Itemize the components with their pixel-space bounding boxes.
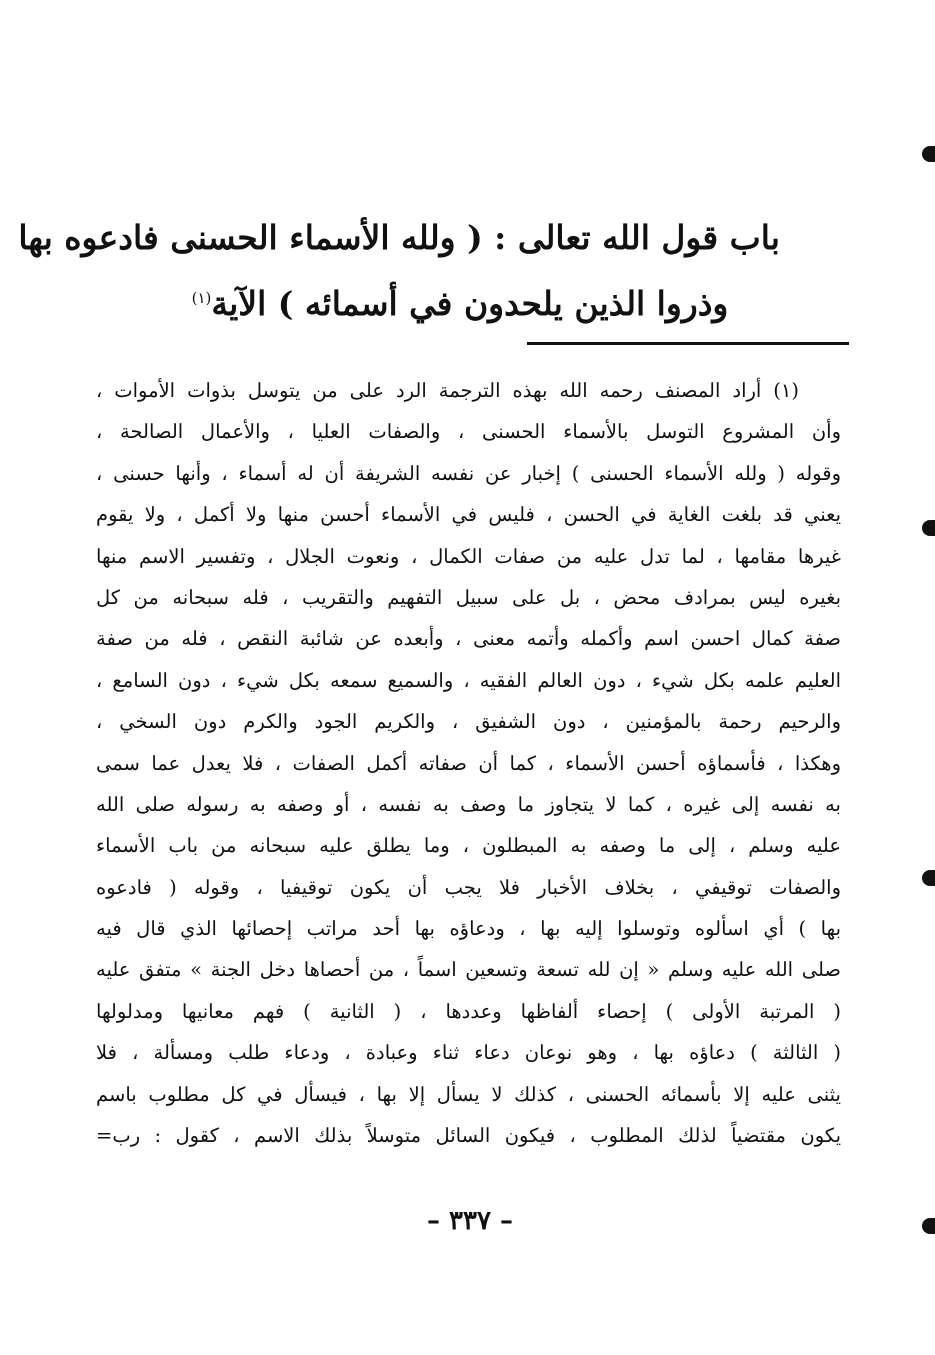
footnote-line: به نفسه إلى غيره ، كما لا يتجاوز ما وصف به نفسه ، أو وصفه به رسوله صلى الله <box>96 792 841 816</box>
footnote-line: ( الثالثة ) دعاؤه بها ، وهو نوعان دعاء ثناء وعبادة ، ودعاء طلب ومسألة ، فلا <box>96 1041 841 1065</box>
footnote-line: يعني قد بلغت الغاية في الحسن ، فليس في الأسماء أحسن منها ولا أكمل ، ولا يقوم <box>96 503 841 527</box>
footnote-line: وأن المشروع التوسل بالأسماء الحسنى ، والصفات العليا ، والأعمال الصالحة ، <box>96 420 841 444</box>
chapter-title-line-1: باب قول الله تعالى : ( ولله الأسماء الحسنى فادعوه بها <box>18 218 780 257</box>
scan-edge-mark <box>922 146 935 162</box>
footnote-line: غيرها مقامها ، لما تدل عليه من صفات الكمال ، ونعوت الجلال ، وتفسير الاسم منها <box>96 544 841 568</box>
footnote-line: العليم علمه بكل شيء ، دون العالم الفقيه ، والسميع سمعه بكل شيء ، دون السامع ، <box>96 668 841 692</box>
scan-edge-mark <box>922 1218 935 1234</box>
footnote-reference: (١) <box>191 289 212 307</box>
footnote-line: (١) أراد المصنف رحمه الله بهذه الترجمة الرد على من يتوسل بذوات الأموات ، <box>96 379 799 402</box>
footnote-text <box>96 370 841 1156</box>
footnote-line: وقوله ( ولله الأسماء الحسنى ) إخبار عن نفسه الشريفة أن له أسماء ، وأنها حسنى ، <box>96 461 841 485</box>
footnote-line: والرحيم رحمة بالمؤمنين ، دون الشفيق ، والكريم الجود والكرم دون السخي ، <box>96 710 841 734</box>
scan-edge-mark <box>922 870 935 886</box>
footnote-line: وهكذا ، فأسماؤه أحسن الأسماء ، كما أن صفاته أكمل الصفات ، فلا يعدل عما سمى <box>96 751 841 775</box>
chapter-title <box>18 208 780 334</box>
chapter-title-line-2 <box>140 268 780 334</box>
footnote-line: صلى الله عليه وسلم « إن لله تسعة وتسعين اسماً ، من أحصاها دخل الجنة » متفق عليه <box>96 958 841 982</box>
footnote-line: بها ) أي اسألوه وتوسلوا إليه بها ، ودعاؤه بها أحد مراتب إحصائها الذي قال فيه <box>96 917 841 941</box>
footnote-line: ( المرتبة الأولى ) إحصاء ألفاظها وعددها ، ( الثانية ) فهم معانيها ومدلولها <box>96 999 841 1023</box>
footnote-line: بغيره ليس بمرادف محض ، بل على سبيل التفهيم والتقريب ، فله سبحانه من كل <box>96 585 841 609</box>
chapter-title-line-2-text: وذروا الذين يلحدون في أسمائه ) الآية <box>211 284 729 323</box>
footnote-line: يثنى عليه إلا بأسمائه الحسنى ، كذلك لا يسأل إلا بها ، فيسأل في كل مطلوب باسم <box>96 1082 841 1106</box>
footnote-line: عليه وسلم ، إلى ما وصفه به المبطلون ، وما يطلق عليه سبحانه من باب الأسماء <box>96 834 841 858</box>
footnote-line: صفة كمال احسن اسم وأكمله وأتمه معنى ، وأبعده عن شائبة النقص ، فله من صفة <box>96 627 841 651</box>
footnote-separator-rule <box>527 342 849 345</box>
footnote-line: والصفات توقيفي ، بخلاف الأخبار فلا يجب أن يكون توقيفيا ، وقوله ( فادعوه <box>96 875 841 899</box>
page-number: – ٣٣٧ – <box>426 1206 514 1236</box>
scan-edge-mark <box>922 520 935 536</box>
footnote-line: يكون مقتضياً لذلك المطلوب ، فيكون السائل متوسلاً بذلك الاسم ، كقول : رب= <box>96 1124 841 1148</box>
